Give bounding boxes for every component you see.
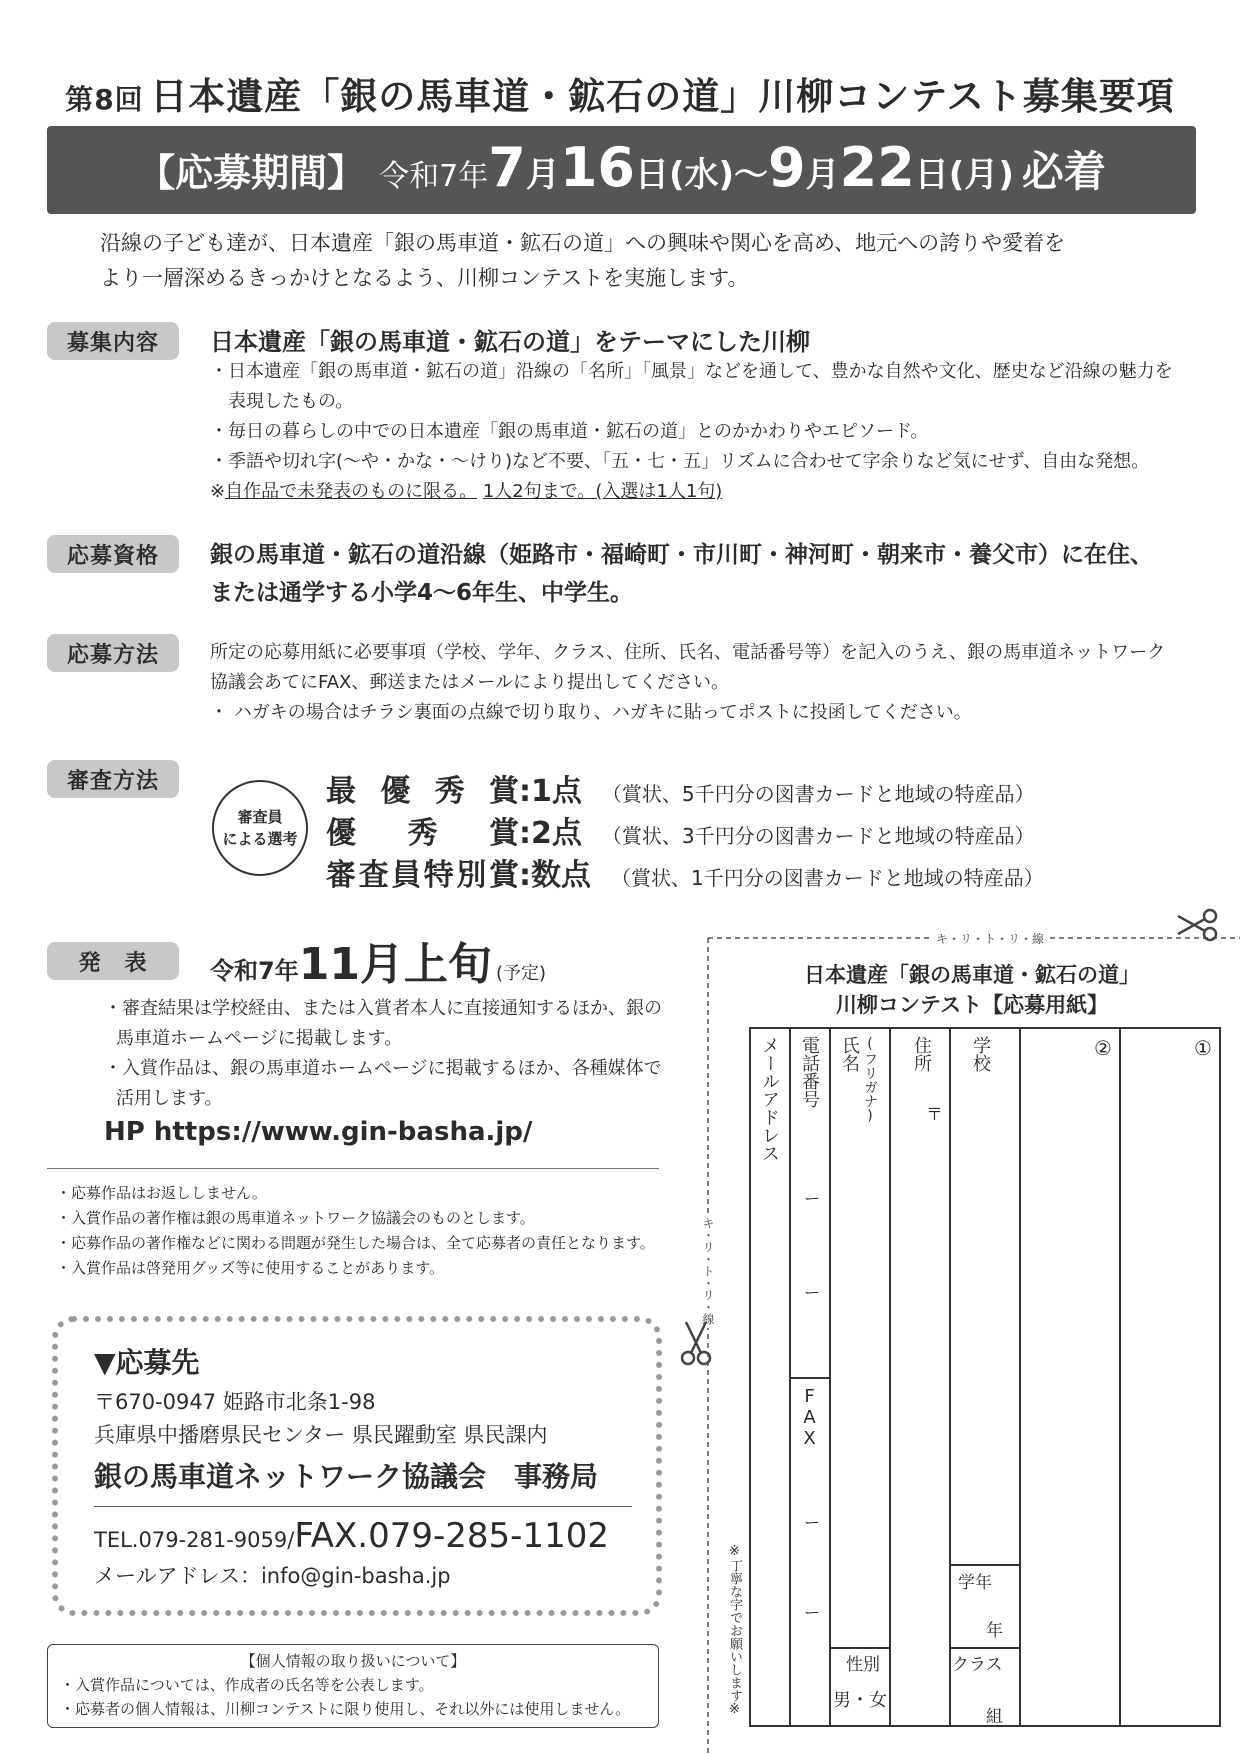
announcement-line: ・入賞作品は、銀の馬車道ホームページに掲載するほか、各種媒体で xyxy=(104,1058,662,1079)
form-side-note: ※丁寧な字でお願いします※ xyxy=(727,1544,742,1717)
announcement-month: 11月上旬 xyxy=(298,939,492,990)
form-phone-dash: ー xyxy=(804,1283,821,1302)
shikaku-line: または通学する小学4～6年生、中学生。 xyxy=(210,580,634,606)
period-start-month: 7 xyxy=(488,136,526,199)
period-end-weekday: (月) xyxy=(948,155,1014,195)
award-name: 最優秀賞 xyxy=(326,774,519,809)
form-title-line: 日本遺産「銀の馬車道・鉱石の道」 xyxy=(804,963,1140,987)
form-phone-label: 電話番号 xyxy=(799,1036,820,1108)
form-entry-1[interactable]: ① xyxy=(1194,1036,1212,1060)
form-fax-dash: ー xyxy=(804,1513,821,1532)
judging-circle-line: による選考 xyxy=(222,830,298,848)
period-end-day: 22 xyxy=(839,136,915,199)
award-name: 優秀賞 xyxy=(326,816,519,851)
section-badge-shinsa: 審査方法 xyxy=(47,760,179,798)
houhou-line: ・ ハガキの場合はチラシ裏面の点線で切り取り、ハガキに貼ってポストに投函してください。 xyxy=(210,702,972,723)
title-main: 日本遺産「銀の馬車道・鉱石の道」川柳コンテスト募集要項 xyxy=(150,75,1175,118)
award-count: :数点 xyxy=(519,858,591,893)
intro-line: より一層深めるきっかけとなるよう、川柳コンテストを実施します。 xyxy=(100,266,749,290)
contact-email: メールアドレス：info@gin-basha.jp xyxy=(94,1564,451,1588)
note-item: ・入賞作品は啓発用グッズ等に使用することがあります。 xyxy=(56,1259,445,1277)
contact-org: 銀の馬車道ネットワーク協議会 事務局 xyxy=(94,1460,599,1493)
privacy-title: 【個人情報の取り扱いについて】 xyxy=(240,1652,466,1670)
form-class-label: クラス xyxy=(952,1655,1003,1675)
homepage-url[interactable]: HP https://www.gin-basha.jp/ xyxy=(104,1117,533,1147)
form-fax-label: FAX xyxy=(799,1386,820,1449)
period-month-unit: 月 xyxy=(805,155,840,195)
form-phone-dash: ー xyxy=(804,1189,821,1208)
note-item: ・応募作品はお返ししません。 xyxy=(56,1184,267,1202)
boshu-item: 表現したもの。 xyxy=(228,391,354,412)
houhou-line: 所定の応募用紙に必要事項（学校、学年、クラス、住所、氏名、電話番号等）を記入のうえ、銀の馬車道ネットワーク xyxy=(210,642,1166,663)
judging-circle-line: 審査員 xyxy=(237,808,283,826)
boshu-note-original: 自作品で未発表のものに限る。 xyxy=(225,481,478,502)
boshu-note-prefix: ※ xyxy=(210,481,226,502)
contact-tel: TEL.079-281-9059/ xyxy=(94,1528,295,1552)
form-grade-unit: 年 xyxy=(986,1621,1003,1641)
form-grade-label: 学年 xyxy=(958,1573,992,1593)
cut-line-label-top: キ・リ・ト・リ・線 xyxy=(932,930,1048,947)
award-detail: （賞状、5千円分の図書カードと地域の特産品） xyxy=(601,782,1035,806)
section-badge-happyo: 発 表 xyxy=(47,942,179,980)
boshu-item: ・毎日の暮らしの中での日本遺産「銀の馬車道・鉱石の道」とのかかわりやエピソード。 xyxy=(210,421,929,442)
contact-fax: FAX.079-285-1102 xyxy=(294,1516,609,1556)
announcement-line: 馬車道ホームページに掲載します。 xyxy=(116,1028,403,1049)
form-postal-mark: 〒 xyxy=(926,1105,943,1125)
announcement-note: (予定) xyxy=(495,963,546,984)
period-day-unit: 日 xyxy=(634,155,669,195)
period-tilde: ～ xyxy=(734,155,769,195)
form-name-label: 氏名 xyxy=(839,1036,860,1072)
title-prefix: 第8回 xyxy=(65,83,144,116)
boshu-heading: 日本遺産「銀の馬車道・鉱石の道」をテーマにした川柳 xyxy=(210,328,810,356)
boshu-note-limit: 1人2句まで。(入選は1人1句) xyxy=(482,481,723,502)
announcement-line: 活用します。 xyxy=(116,1088,223,1109)
period-month-unit: 月 xyxy=(525,155,560,195)
period-label: 【応募期間】 xyxy=(137,151,366,195)
cut-line-label-side: キ・リ・ト・リ・線 xyxy=(700,1214,717,1328)
form-email-label: メールアドレス xyxy=(759,1036,780,1162)
intro-line: 沿線の子ども達が、日本遺産「銀の馬車道・鉱石の道」への興味や関心を高め、地元への誇りや愛着を xyxy=(100,231,1066,255)
form-address-label: 住所 xyxy=(911,1036,932,1072)
note-item: ・応募作品の著作権などに関わる問題が発生した場合は、全て応募者の責任となります。 xyxy=(56,1234,655,1252)
announcement-line: ・審査結果は学校経由、または入賞者本人に直接通知するほか、銀の xyxy=(104,998,662,1019)
period-era: 令和7年 xyxy=(379,159,489,194)
award-detail: （賞状、1千円分の図書カードと地域の特産品） xyxy=(611,866,1044,890)
form-fax-dash: ー xyxy=(804,1603,821,1622)
boshu-item: ・日本遺産「銀の馬車道・鉱石の道」沿線の「名所」「風景」などを通して、豊かな自然や文化、歴史など沿線の魅力を xyxy=(210,361,1173,382)
note-item: ・入賞作品の著作権は銀の馬車道ネットワーク協議会のものとします。 xyxy=(56,1209,535,1227)
section-badge-boshu: 募集内容 xyxy=(47,322,179,360)
period-day-unit: 日 xyxy=(914,155,949,195)
award-detail: （賞状、3千円分の図書カードと地域の特産品） xyxy=(601,824,1035,848)
section-badge-houhou: 応募方法 xyxy=(47,634,179,672)
period-start-weekday: (水) xyxy=(668,155,735,195)
form-gender-value: 男・女 xyxy=(833,1690,887,1711)
period-start-day: 16 xyxy=(559,136,635,199)
period-end-month: 9 xyxy=(768,136,806,199)
contact-heading: ▼応募先 xyxy=(94,1346,200,1379)
section-badge-shikaku: 応募資格 xyxy=(47,535,179,573)
form-furigana-label: (フリガナ) xyxy=(862,1036,878,1124)
award-count: :2点 xyxy=(519,816,582,851)
privacy-line: ・応募者の個人情報は、川柳コンテストに限り使用し、それ以外には使用しません。 xyxy=(60,1700,631,1718)
boshu-item: ・季語や切れ字(～や・かな・～けり)など不要、「五・七・五」リズムに合わせて字余りなど気にせず、自由な発想。 xyxy=(210,451,1150,472)
contact-postal: 〒670-0947 姫路市北条1-98 xyxy=(94,1390,376,1414)
houhou-line: 協議会あてにFAX、郵送またはメールにより提出してください。 xyxy=(210,672,729,693)
form-entry-2[interactable]: ② xyxy=(1094,1036,1112,1060)
form-class-unit: 組 xyxy=(986,1707,1003,1727)
period-deadline: 必着 xyxy=(1021,147,1106,196)
shikaku-line: 銀の馬車道・鉱石の道沿線（姫路市・福崎町・市川町・神河町・朝来市・養父市）に在住、 xyxy=(210,542,1153,568)
award-name: 審査員特別賞 xyxy=(326,858,519,893)
announcement-era: 令和7年 xyxy=(210,957,299,985)
privacy-line: ・入賞作品については、作成者の氏名等を公表します。 xyxy=(60,1676,434,1694)
form-school-label: 学校 xyxy=(970,1036,991,1072)
form-gender-label: 性別 xyxy=(846,1655,880,1675)
contact-building: 兵庫県中播磨県民センター 県民躍動室 県民課内 xyxy=(94,1423,548,1447)
form-title-line: 川柳コンテスト【応募用紙】 xyxy=(835,993,1109,1017)
award-count: :1点 xyxy=(519,774,582,809)
